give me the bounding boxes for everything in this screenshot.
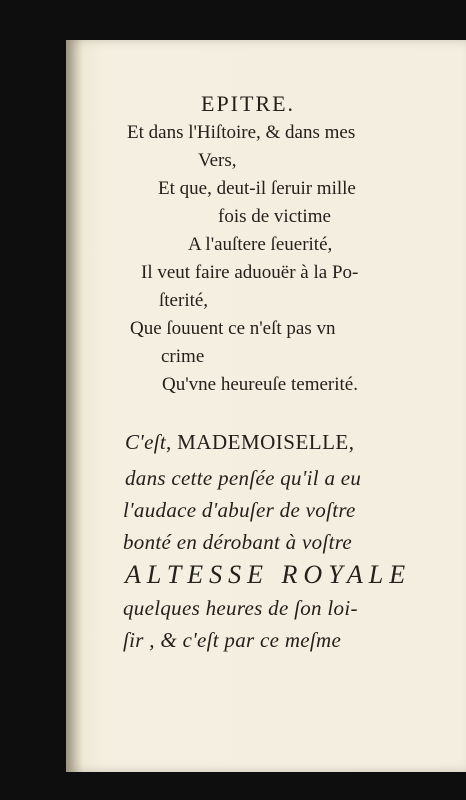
address-mademoiselle: MADEMOISELLE, bbox=[177, 430, 355, 454]
prose-line-6: quelques heures de ſon loi- bbox=[123, 596, 358, 620]
verse-line-5: A l'auſtere ſeuerité, bbox=[188, 234, 333, 255]
verse-line-2: Vers, bbox=[198, 150, 237, 171]
book-page bbox=[66, 40, 466, 772]
verse-line-9: crime bbox=[161, 346, 205, 367]
prose-opening: C'eſt, bbox=[125, 430, 172, 454]
prose-line-7: ſir , & c'eſt par ce meſme bbox=[123, 628, 342, 652]
prose-line-altesse-royale: ALTESSE ROYALE bbox=[125, 560, 412, 589]
page-gutter-shadow bbox=[66, 40, 84, 772]
verse-line-8: Que ſouuent ce n'eſt pas vn bbox=[130, 318, 336, 339]
verse-line-4: fois de victime bbox=[218, 206, 331, 227]
verse-line-3: Et que, deut-il ſeruir mille bbox=[158, 178, 356, 199]
verse-line-6: Il veut faire aduouër à la Po- bbox=[141, 262, 359, 283]
prose-line-3: l'audace d'abuſer de voſtre bbox=[123, 498, 356, 522]
verse-line-7: ſterité, bbox=[159, 290, 209, 311]
verse-line-10: Qu'vne heureuſe temerité. bbox=[162, 374, 358, 395]
prose-line-4: bonté en dérobant à voſtre bbox=[123, 530, 353, 554]
prose-line-2: dans cette penſée qu'il a eu bbox=[125, 466, 362, 490]
running-title: EPITRE. bbox=[201, 91, 296, 116]
verse-line-1: Et dans l'Hiſtoire, & dans mes bbox=[127, 122, 356, 143]
prose-line-1 bbox=[125, 430, 355, 455]
